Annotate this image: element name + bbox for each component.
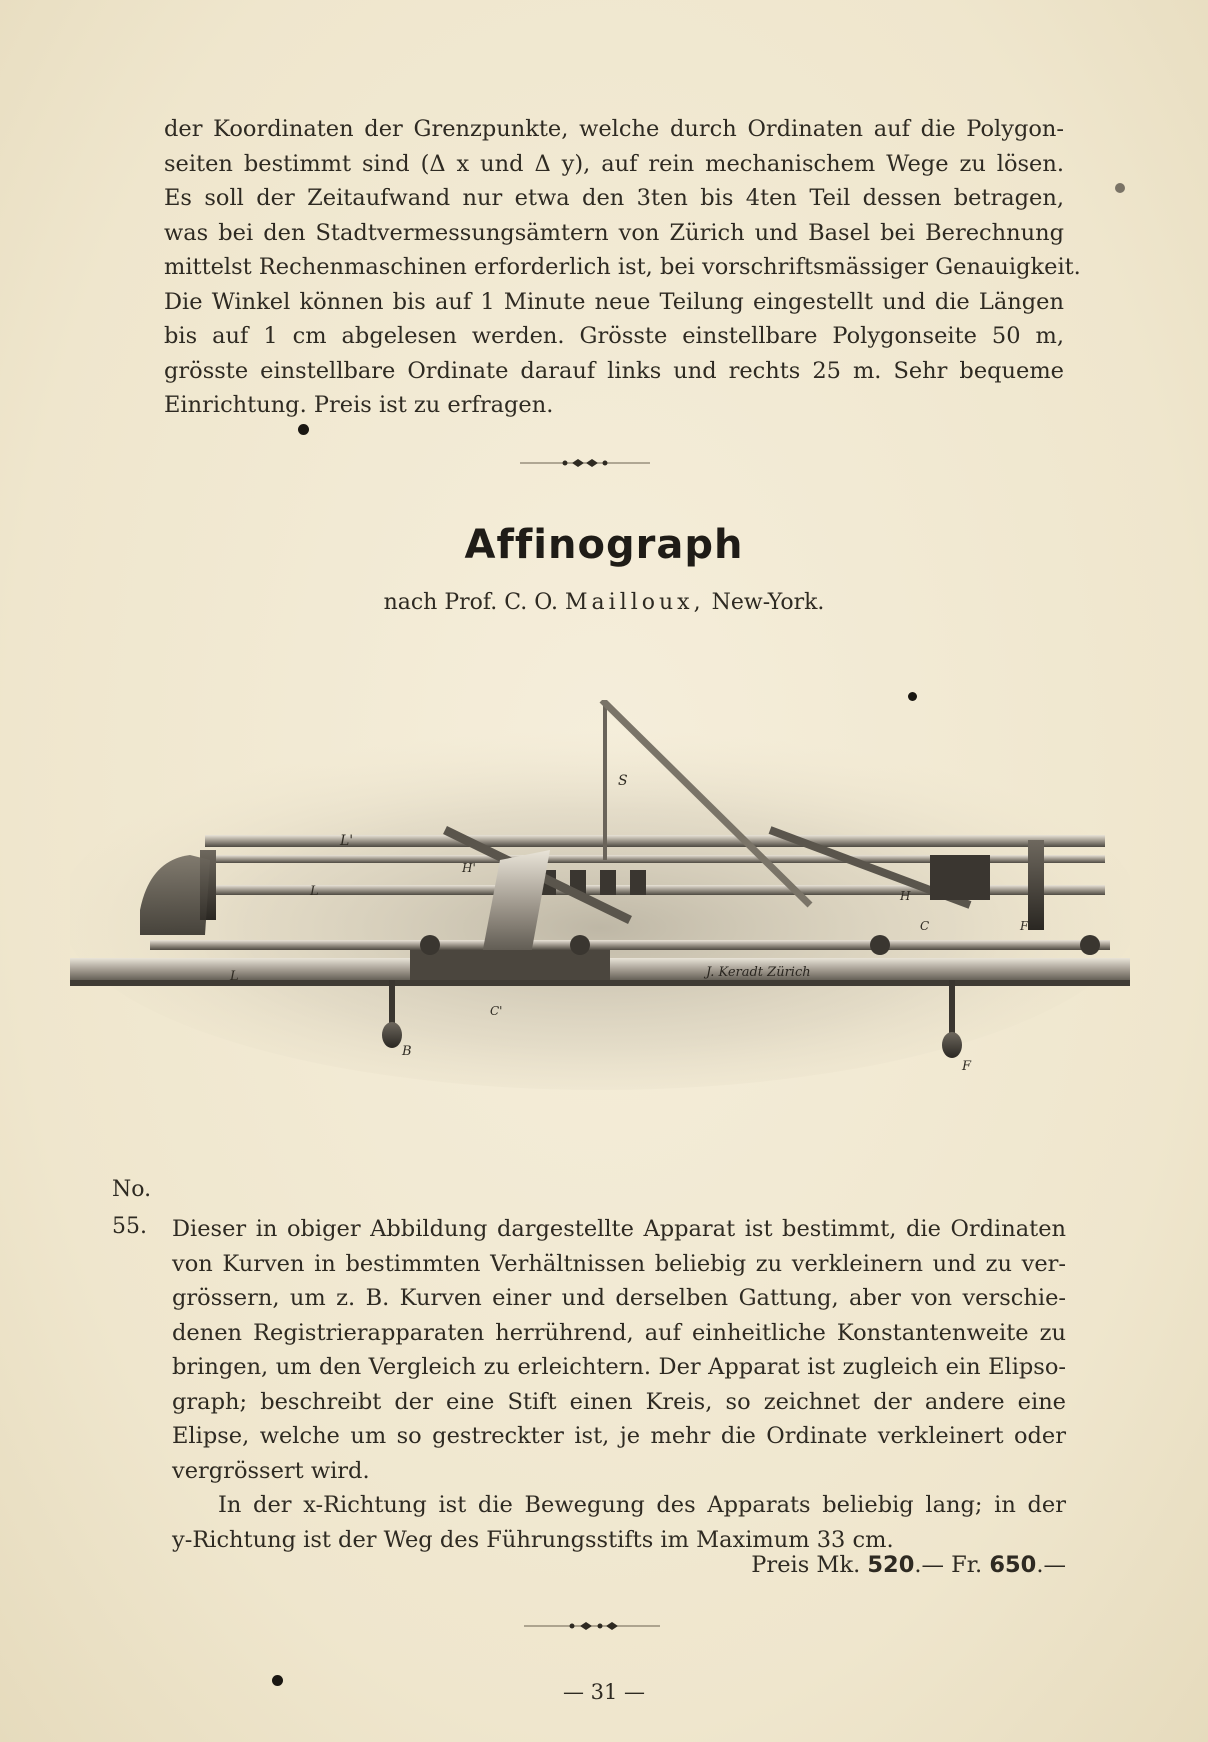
text-line: seiten bestimmt sind (Δ x und Δ y), auf rein mechanischem Wege zu lösen. — [164, 150, 1064, 177]
text-line: Die Winkel können bis auf 1 Minute neue Teilung eingestellt und die Längen — [164, 288, 1064, 315]
fig-label-h: H — [900, 889, 911, 903]
price-mk: 520 — [867, 1552, 915, 1578]
text-line: bringen, um den Vergleich zu erleichtern. Der Apparat ist zugleich ein Elipso- — [172, 1354, 1066, 1380]
fig-maker-mark: J. Keradt Zürich — [706, 965, 811, 980]
text-line: grösste einstellbare Ordinate darauf links und rechts 25 m. Sehr bequeme — [164, 357, 1064, 384]
ink-dot — [1115, 183, 1125, 193]
text-line: der Koordinaten der Grenzpunkte, welche durch Ordinaten auf die Polygon- — [164, 116, 1064, 142]
price-end: .— — [1036, 1552, 1066, 1578]
item-price — [0, 1552, 1066, 1578]
text-line: Einrichtung. Preis ist zu erfragen. — [164, 392, 554, 418]
text-line: Dieser in obiger Abbildung dargestellte Apparat ist bestimmt, die Ordinaten — [172, 1216, 1066, 1242]
fig-label-h-prime: H' — [462, 861, 476, 875]
fig-label-b: B — [402, 1044, 412, 1059]
fig-label-c-prime: C' — [490, 1004, 503, 1018]
text-line: Elipse, welche um so gestreckter ist, je mehr die Ordinate verkleinert oder — [172, 1423, 1066, 1449]
item-description — [172, 1212, 1066, 1557]
ink-dot — [298, 424, 309, 435]
subtitle-prefix: nach Prof. C. O. — [383, 590, 559, 615]
affinograph-illustration — [70, 700, 1130, 1100]
text-line: bis auf 1 cm abgelesen werden. Grösste einstellbare Polygonseite 50 m, — [164, 323, 1064, 349]
fig-label-s: S — [618, 773, 628, 789]
ornament-divider — [520, 455, 650, 471]
text-line: denen Registrierapparaten herrührend, auf einheitliche Konstantenweite zu — [172, 1319, 1066, 1346]
text-line: von Kurven in bestimmten Verhältnissen beliebig zu verkleinern und zu ver- — [172, 1250, 1066, 1277]
fig-label-f-top: F — [1020, 919, 1029, 933]
item-no-label: No. — [112, 1177, 152, 1202]
fig-label-l-prime: L' — [340, 833, 354, 849]
text-line: vergrössert wird. — [172, 1457, 370, 1484]
top-paragraph — [164, 112, 1081, 423]
price-sep: .— Fr. — [914, 1552, 983, 1578]
text-line: y-Richtung ist der Weg des Führungsstifts im Maximum 33 cm. — [172, 1526, 894, 1553]
text-line: was bei den Stadtvermessungsämtern von Zürich und Basel bei Berechnung — [164, 219, 1064, 246]
text-line: grössern, um z. B. Kurven einer und derselben Gattung, aber von verschie- — [172, 1285, 1066, 1311]
text-line: mittelst Rechenmaschinen erforderlich ist, bei vorschriftsmässiger Genauigkeit. — [164, 254, 1081, 280]
section-subtitle — [0, 590, 1208, 615]
text-line: Es soll der Zeitaufwand nur etwa den 3ten bis 4ten Teil dessen betragen, — [164, 185, 1064, 211]
ink-dot — [908, 692, 917, 701]
fig-label-c: C — [920, 919, 930, 933]
page-number: — 31 — — [562, 1680, 646, 1704]
fig-label-f-bottom: F — [962, 1059, 972, 1074]
fig-label-l-back: L — [310, 884, 319, 899]
item-number: 55. — [112, 1214, 147, 1239]
fig-label-l-front: L — [230, 969, 239, 984]
section-title: Affinograph — [464, 522, 744, 568]
subtitle-name: Mailloux, — [565, 590, 705, 615]
price-fr: 650 — [989, 1552, 1037, 1578]
price-prefix: Preis Mk. — [751, 1552, 861, 1578]
subtitle-suffix: New-York. — [711, 590, 825, 615]
text-line: In der x-Richtung ist die Bewegung des Apparats beliebig lang; in der — [218, 1492, 1066, 1518]
text-line: graph; beschreibt der eine Stift einen Kreis, so zeichnet der andere eine — [172, 1388, 1066, 1415]
ink-dot — [272, 1675, 283, 1686]
ornament-divider-bottom — [524, 1618, 660, 1634]
